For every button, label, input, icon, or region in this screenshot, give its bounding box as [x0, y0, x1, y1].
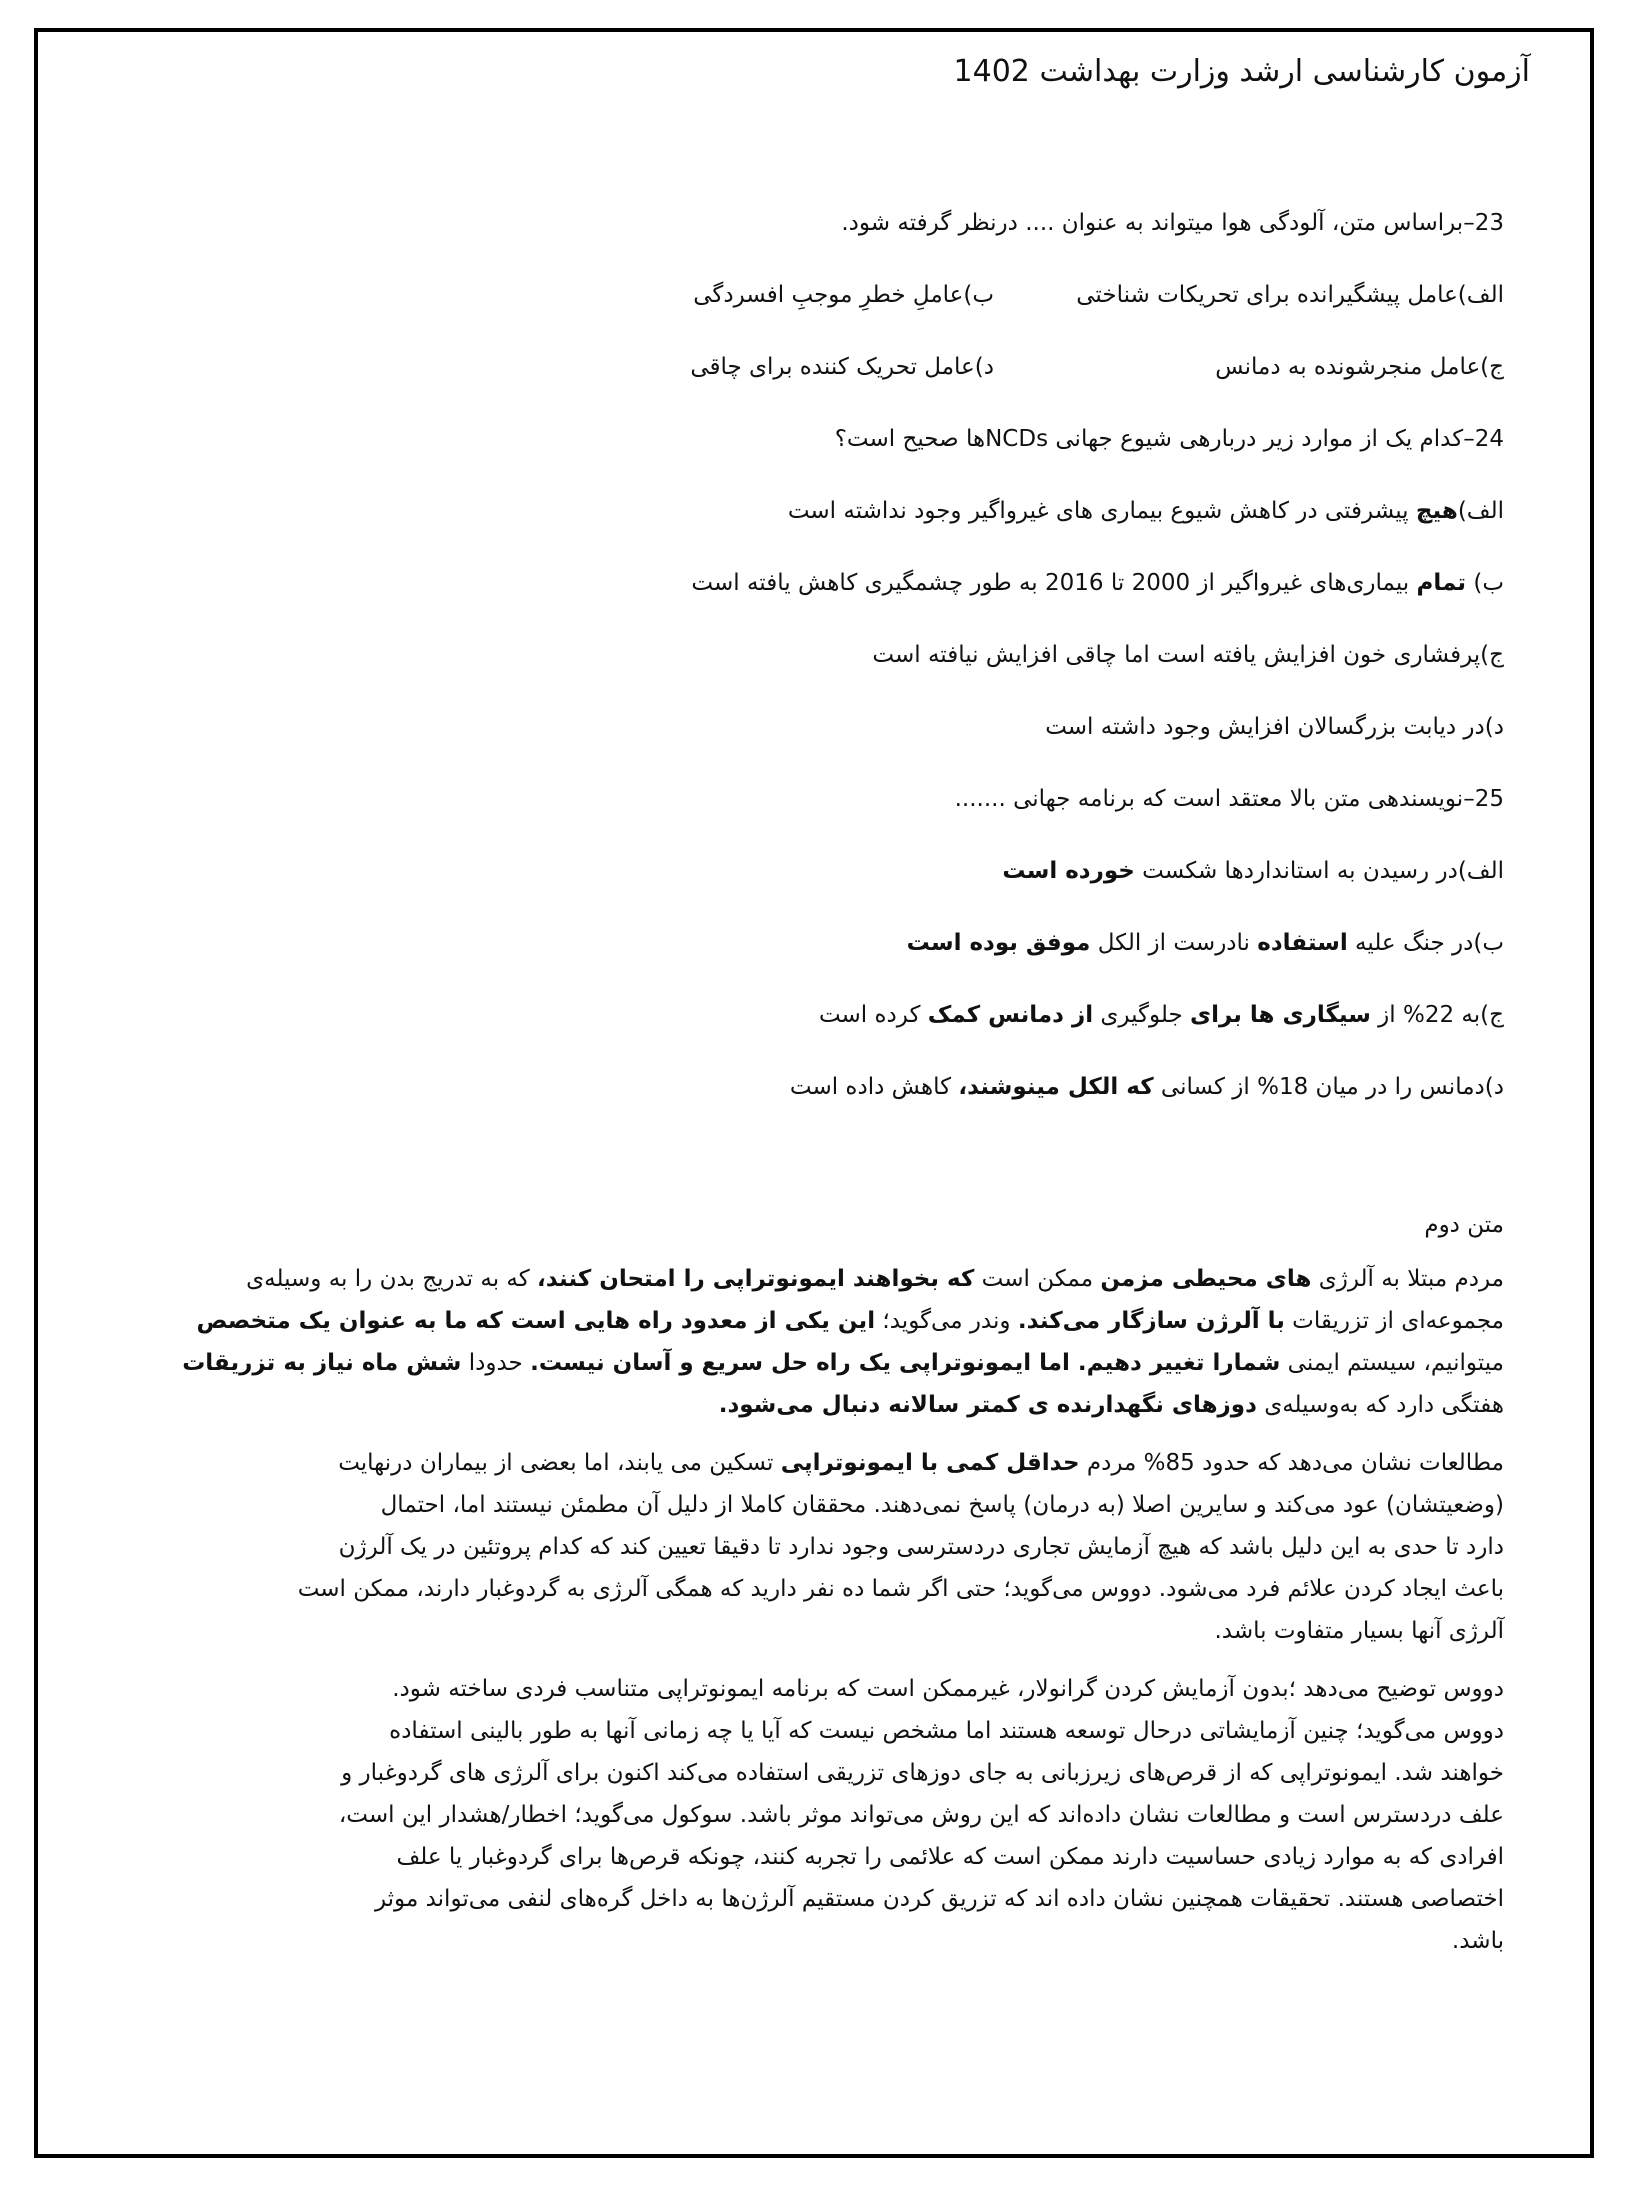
option-emphasis: استفاده [1257, 930, 1348, 956]
option-a: الف)عامل پیشگیرانده برای تحریکات شناختی [1076, 282, 1504, 308]
option-emphasis: هیچ [1415, 498, 1458, 524]
passage-text: اختصاصی هستند. تحقیقات همچنین نشان داده اند که تزریق کردن مستقیم آلرژن‌ها به داخل گره‌های لنفی می‌تواند موثر [374, 1886, 1504, 1912]
option-d: د)عامل تحریک کننده برای چاقی [690, 354, 994, 380]
passage-text: باعث ایجاد کردن علائم فرد می‌شود. دووس می‌گوید؛ حتی اگر شما ده نفر دارید که همگی آلرژی به گردوغبار دارند، ممکن است [297, 1576, 1504, 1602]
passage-line [124, 1668, 1504, 1710]
passage-text: دارد تا حدی به این دلیل باشد که هیچ آزمایش تجاری دردسترسی وجود ندارد تا دقیقا تعیین کند که کدام پروتئین در یک آلرژن [338, 1534, 1504, 1560]
question-24-stem: 24–کدام یک از موارد زیر دربارهی شیوع جهانی NCDsها صحیح است؟ [834, 426, 1504, 452]
passage-emphasis: که بخواهند ایمونوتراپی را امتحان کنند، [537, 1266, 975, 1292]
passage-text: خواهند شد. ایمونوتراپی که از قرص‌های زیرزبانی به جای دوزهای تزریقی استفاده می‌کند اکنون برای آلرژی های گردوغبار و [341, 1760, 1504, 1786]
passage-emphasis: های محیطی مزمن [1100, 1266, 1312, 1292]
passage-text: مجموعه‌ای از تزریقات [1284, 1308, 1504, 1334]
option-emphasis: موفق بوده است [906, 930, 1091, 956]
passage-paragraph-1 [124, 1258, 1504, 1426]
option-text: الف)در رسیدن به استانداردها شکست [1134, 858, 1504, 884]
option-text: کرده است [818, 1002, 928, 1028]
question-24-option-a [124, 494, 1504, 528]
passage-line [124, 1300, 1504, 1342]
passage-text: افرادی که به موارد زیادی حساسیت دارند ممکن است که علائمی را تجربه کنند، چونکه قرص‌ها برای گردوغبار یا علف [396, 1844, 1504, 1870]
passage-text: (وضعیتشان) عود می‌کند و سایرین اصلا (به درمان) پاسخ نمی‌دهند. محققان کاملا از دلیل آن مطمئن نیستند اما، احتمال [380, 1492, 1504, 1518]
passage-line [124, 1526, 1504, 1568]
option-emphasis: از دمانس کمک [927, 1002, 1094, 1028]
option-text: بیماری‌های غیرواگیر از 2000 تا 2016 به طور چشمگیری کاهش یافته است [691, 570, 1417, 596]
passage-text: علف دردسترس است و مطالعات نشان داده‌اند که این روش می‌تواند موثر باشد. سوکول می‌گوید؛ اخطار/هشدار این است، [338, 1802, 1504, 1828]
passage-paragraph-2 [124, 1442, 1504, 1652]
passage-text: باشد. [1451, 1928, 1504, 1954]
option-emphasis: برای [1190, 1002, 1250, 1028]
option-text: د)دمانس را در میان 18% از کسانی [1153, 1074, 1504, 1100]
passage-text: هفتگی دارد که به‌وسیله‌ی [1256, 1392, 1504, 1418]
passage-line [124, 1384, 1504, 1426]
passage-line [124, 1794, 1504, 1836]
passage-line [124, 1878, 1504, 1920]
question-24-option-d: د)در دیابت بزرگسالان افزایش وجود داشته است [1045, 714, 1504, 740]
option-text: ج)به 22% از [1370, 1002, 1504, 1028]
passage-text: مطالعات نشان می‌دهد که حدود 85% مردم [1079, 1450, 1504, 1476]
option-emphasis: خورده است [1002, 858, 1135, 884]
passage-line [124, 1610, 1504, 1652]
passage-line [124, 1568, 1504, 1610]
option-emphasis: که الکل مینوشند، [958, 1074, 1154, 1100]
question-23-stem: 23–براساس متن، آلودگی هوا میتواند به عنوان .... درنظر گرفته شود. [841, 210, 1504, 236]
question-24-option-b [124, 566, 1504, 600]
passage-line [124, 1752, 1504, 1794]
passage-line [124, 1920, 1504, 1962]
option-emphasis: سیگاری ها [1249, 1002, 1371, 1028]
passage-line [124, 1710, 1504, 1752]
question-25-option-a [124, 854, 1504, 888]
option-prefix: ب) [1466, 570, 1504, 596]
passage-line [124, 1484, 1504, 1526]
question-25-option-c [124, 998, 1504, 1032]
option-text: نادرست از الکل [1090, 930, 1258, 956]
page-frame [34, 28, 1594, 2158]
passage-emphasis: حداقل کمی با ایمونوتراپی [780, 1450, 1080, 1476]
option-text: جلوگیری [1093, 1002, 1190, 1028]
passage-line [124, 1342, 1504, 1384]
option-emphasis: تمام [1416, 570, 1467, 596]
passage-text: دووس توضیح می‌دهد ؛بدون آزمایش کردن گرانولار، غیرممکن است که برنامه ایمونوتراپی متناسب فردی ساخته شود. [392, 1676, 1504, 1702]
option-prefix: الف) [1457, 498, 1504, 524]
page-content [124, 206, 1504, 1962]
question-23-options-row-2 [124, 350, 1504, 384]
question-25-stem: 25–نویسندهی متن بالا معتقد است که برنامه جهانی ....... [954, 786, 1504, 812]
question-25-option-b [124, 926, 1504, 960]
passage-text: دووس می‌گوید؛ چنین آزمایشاتی درحال توسعه هستند اما مشخص نیست که آیا یا چه زمانی آنها به طور بالینی استفاده [389, 1718, 1504, 1744]
passage-title: متن دوم [1424, 1212, 1504, 1238]
passage-emphasis: این یکی از معدود راه هایی است که ما به عنوان یک متخصص [196, 1308, 876, 1334]
question-24-option-c: ج)پرفشاری خون افزایش یافته است اما چاقی افزایش نیافته است [872, 642, 1504, 668]
passage-text: حدودا [461, 1350, 531, 1376]
passage-paragraph-3 [124, 1668, 1504, 1962]
passage-emphasis: شمارا تغییر دهیم. اما ایمونوتراپی یک راه حل سریع و آسان نیست. [530, 1350, 1281, 1376]
passage-line [124, 1258, 1504, 1300]
passage-text: آلرژی آنها بسیار متفاوت باشد. [1214, 1618, 1504, 1644]
passage-emphasis: شش ماه نیاز به تزریقات [182, 1350, 462, 1376]
passage-text: ممکن است [974, 1266, 1101, 1292]
passage-line [124, 1836, 1504, 1878]
option-text: کاهش داده است [789, 1074, 959, 1100]
passage-emphasis: دوزهای نگهدارنده ی کمتر سالانه دنبال می‌شود. [718, 1392, 1257, 1418]
page-title: آزمون کارشناسی ارشد وزارت بهداشت 1402 [953, 54, 1530, 89]
passage-emphasis: با آلرژن سازگار می‌کند. [1017, 1308, 1285, 1334]
option-b: ب)عاملِ خطرِ موجبِ افسردگی [693, 282, 994, 308]
passage-text: وندر می‌گوید؛ [875, 1308, 1018, 1334]
option-c: ج)عامل منجرشونده به دمانس [1215, 354, 1504, 380]
option-text: ب)در جنگ علیه [1347, 930, 1504, 956]
passage-line [124, 1442, 1504, 1484]
passage-text: که به تدریج بدن را به وسیله‌ی [246, 1266, 538, 1292]
option-text: پیشرفتی در کاهش شیوع بیماری های غیرواگیر وجود نداشته است [787, 498, 1416, 524]
passage-text: میتوانیم، سیستم ایمنی [1280, 1350, 1504, 1376]
passage-text: مردم مبتلا به آلرژی [1311, 1266, 1504, 1292]
passage-text: تسکین می یابند، اما بعضی از بیماران درنهایت [338, 1450, 781, 1476]
question-25-option-d [124, 1070, 1504, 1104]
question-23-options-row-1 [124, 278, 1504, 312]
